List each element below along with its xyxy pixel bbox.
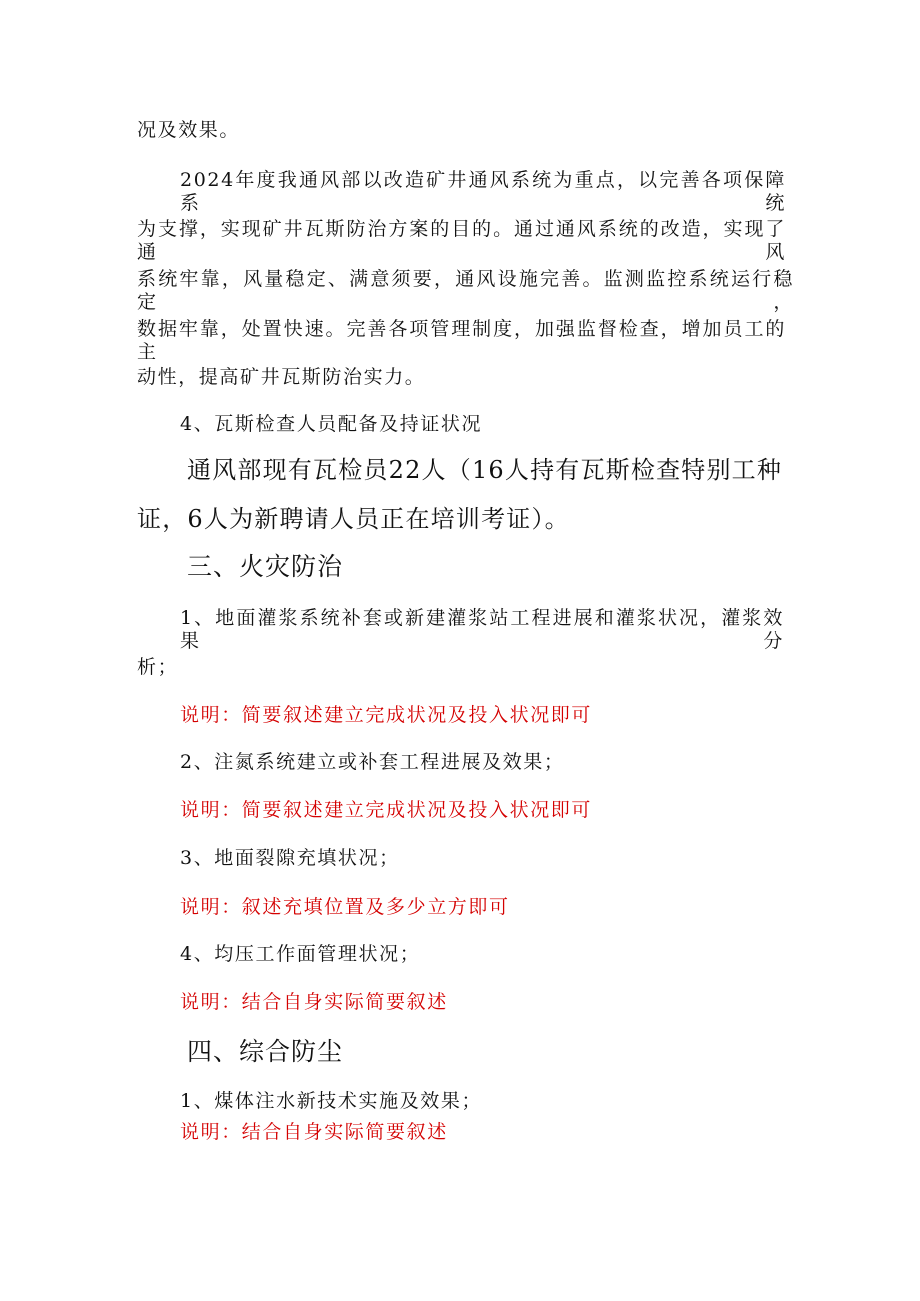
section-heading: 三、火灾防治 xyxy=(187,552,344,581)
note-text: 说明：结合自身实际简要叙述 xyxy=(180,991,448,1013)
list-item-continuation: 析； xyxy=(137,656,179,678)
list-item: 4、均压工作面管理状况； xyxy=(180,943,421,965)
section-item-heading: 4、瓦斯检查人员配备及持证状况 xyxy=(180,413,483,435)
note-text: 说明：结合自身实际简要叙述 xyxy=(180,1121,448,1143)
paragraph-line-large: 证，6人为新聘请人员正在培训考证）。 xyxy=(137,505,570,533)
note-text: 说明：叙述充填位置及多少立方即可 xyxy=(180,896,510,918)
list-item: 3、地面裂隙充填状况； xyxy=(180,847,400,869)
list-item: 1、地面灌浆系统补套或新建灌浆站工程进展和灌浆状况，灌浆效果分 xyxy=(180,607,784,652)
note-text: 说明：简要叙述建立完成状况及投入状况即可 xyxy=(180,704,593,726)
note-text: 说明：简要叙述建立完成状况及投入状况即可 xyxy=(180,799,593,821)
paragraph-continuation: 况及效果。 xyxy=(137,119,241,141)
paragraph-line: 2024年度我通风部以改造矿井通风系统为重点，以完善各项保障系统 xyxy=(180,169,786,214)
paragraph-line: 数据牢靠，处置快速。完善各项管理制度，加强监督检查，增加员工的主 xyxy=(137,318,786,363)
paragraph-line: 系统牢靠，风量稳定、满意须要，通风设施完善。监测监控系统运行稳定， xyxy=(137,268,794,313)
paragraph-line: 为支撑，实现矿井瓦斯防治方案的目的。通过通风系统的改造，实现了通风 xyxy=(137,218,786,263)
section-heading: 四、综合防尘 xyxy=(187,1037,344,1066)
list-item: 2、注氮系统建立或补套工程进展及效果； xyxy=(180,751,565,773)
paragraph-line: 动性，提高矿井瓦斯防治实力。 xyxy=(137,366,426,388)
paragraph-line-large: 通风部现有瓦检员22人（16人持有瓦斯检查特别工种 xyxy=(187,456,783,484)
list-item: 1、煤体注水新技术实施及效果； xyxy=(180,1090,483,1112)
